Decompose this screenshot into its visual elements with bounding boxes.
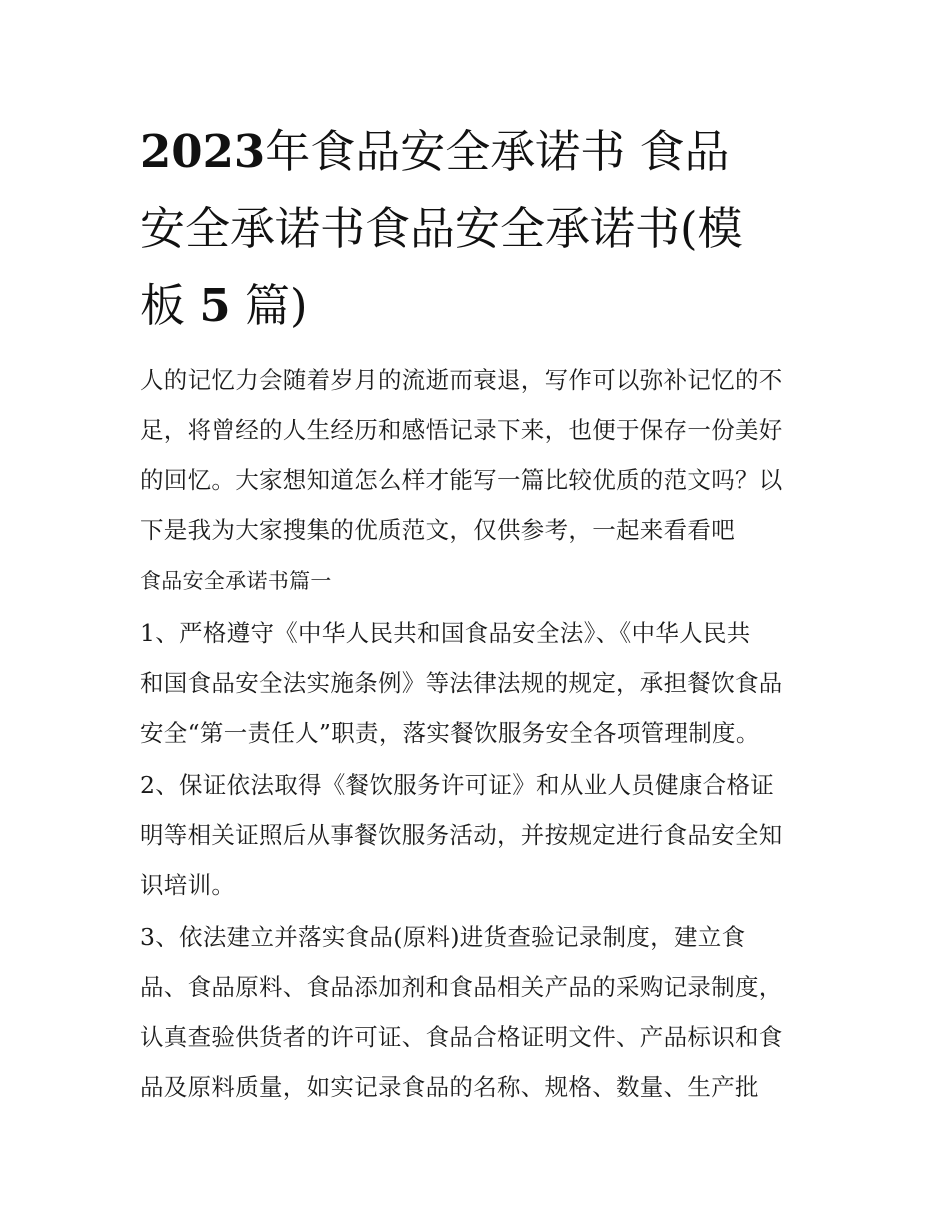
- document-title: [140, 113, 820, 344]
- intro-line-2: 足，将曾经的人生经历和感悟记录下来，也便于保存一份美好: [140, 416, 783, 444]
- intro-line-1: 人的记忆力会随着岁月的流逝而衰退，写作可以弥补记忆的不: [140, 366, 783, 394]
- clause-3-line-1: 3、依法建立并落实食品(原料)进货查验记录制度，建立食: [140, 923, 746, 951]
- clause-3-line-4: 品及原料质量，如实记录食品的名称、规格、数量、生产批: [140, 1073, 759, 1101]
- clause-1-line-3: 安全“第一责任人”职责，落实餐饮服务安全各项管理制度。: [140, 719, 760, 747]
- intro-line-3: 的回忆。大家想知道怎么样才能写一篇比较优质的范文吗？以: [140, 466, 783, 494]
- clause-2-line-2: 明等相关证照后从事餐饮服务活动，并按规定进行食品安全知: [140, 821, 783, 849]
- clause-2-line-1: 2、保证依法取得《餐饮服务许可证》和从业人员健康合格证: [140, 771, 775, 799]
- clause-2-line-3: 识培训。: [140, 871, 236, 899]
- clause-1-line-2: 和国食品安全法实施条例》等法律法规的规定，承担餐饮食品: [140, 669, 783, 697]
- title-line1-text: 年食品安全承诺书 食品: [265, 125, 730, 178]
- intro-line-4: 下是我为大家搜集的优质范文，仅供参考，一起来看看吧: [140, 516, 735, 544]
- section-heading: 食品安全承诺书篇一: [140, 569, 332, 593]
- title-year: 2023: [140, 125, 266, 178]
- title-line3-post: 篇): [244, 279, 308, 332]
- clause-3-line-2: 品、食品原料、食品添加剂和食品相关产品的采购记录制度，: [140, 973, 783, 1001]
- title-line2-text: 安全承诺书食品安全承诺书(模: [140, 202, 743, 255]
- title-count: 5: [199, 279, 231, 332]
- clause-1-line-1: 1、严格遵守《中华人民共和国食品安全法》、《中华人民共: [140, 619, 751, 647]
- clause-3-line-3: 认真查验供货者的许可证、食品合格证明文件、产品标识和食: [140, 1023, 783, 1051]
- title-line3-pre: 板: [140, 279, 186, 332]
